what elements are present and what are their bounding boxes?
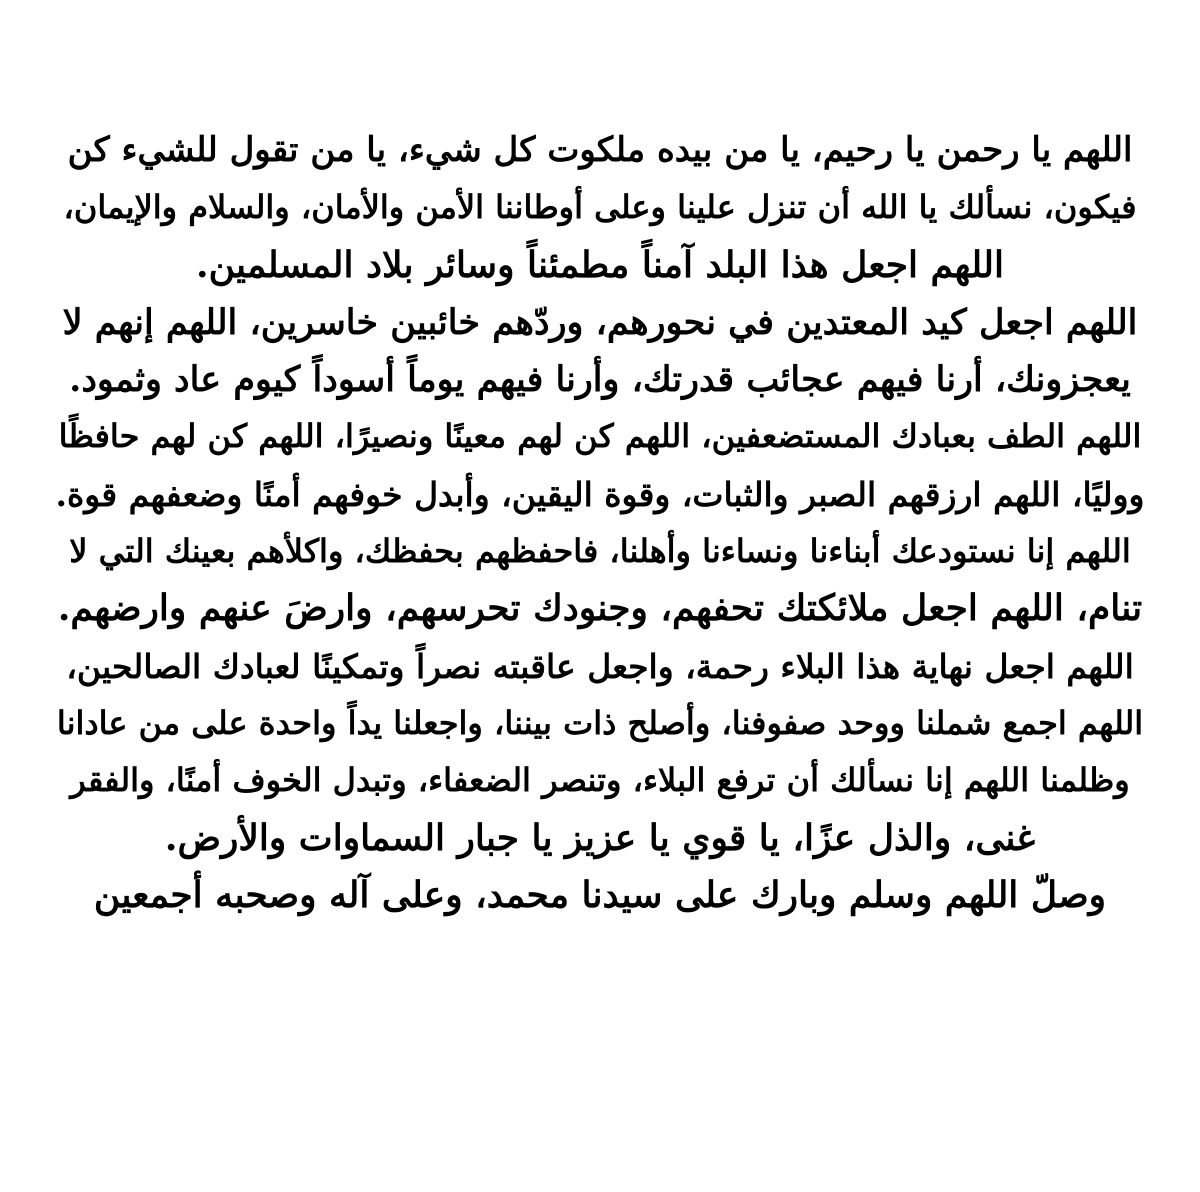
text-line: غنى، والذل عزًا، يا قوي يا عزيز يا جبار السماوات والأرض. [164,816,1036,859]
text-line: اللهم يا رحمن يا رحيم، يا من بيده ملكوت كل شيء، يا من تقول للشيء كن [67,130,1133,170]
text-line: ووليًا، اللهم ارزقهم الصبر والثبات، وقوة اليقين، وأبدل خوفهم أمنًا وضعفهم قوة. [55,474,1145,514]
text-line: اللهم اجعل كيد المعتدين في نحورهم، وردّهم خائبين خاسرين، اللهم إنهم لا [62,301,1138,343]
text-line: اللهم اجعل هذا البلد آمناً مطمئناً وسائر بلاد المسلمين. [196,243,1004,286]
text-line: اللهم اجعل نهاية هذا البلاء رحمة، واجعل عاقبته نصراً وتمكينًا لعبادك الصالحين، [66,646,1134,686]
text-line: اللهم اجمع شملنا ووحد صفوفنا، وأصلح ذات بيننا، واجعلنا يداً واحدة على من عادانا [56,703,1144,742]
prayer-text-block [55,122,1145,924]
text-line: تنام، اللهم اجعل ملائكتك تحفهم، وجنودك تحرسهم، وارضَ عنهم وارضهم. [57,587,1143,630]
text-line: اللهم الطف بعبادك المستضعفين، اللهم كن لهم معينًا ونصيرًا، اللهم كن لهم حافظًا [58,417,1142,456]
text-line: فيكون، نسألك يا الله أن تنزل علينا وعلى أوطاننا الأمن والأمان، والسلام والإيمان، [63,188,1137,227]
text-line: وصلّ اللهم وسلم وبارك على سيدنا محمد، وعلى آله وصحبه أجمعين [93,873,1107,916]
text-line: يعجزونك، أرنا فيهم عجائب قدرتك، وأرنا فيهم يوماً أسوداً كيوم عاد وثمود. [69,359,1131,401]
text-line: اللهم إنا نستودعك أبناءنا ونساءنا وأهلنا، فاحفظهم بحفظك، واكلأهم بعينك التي لا [69,532,1131,571]
text-line: وظلمنا اللهم إنا نسألك أن ترفع البلاء، وتنصر الضعفاء، وتبدل الخوف أمنًا، والفقر [70,761,1130,800]
